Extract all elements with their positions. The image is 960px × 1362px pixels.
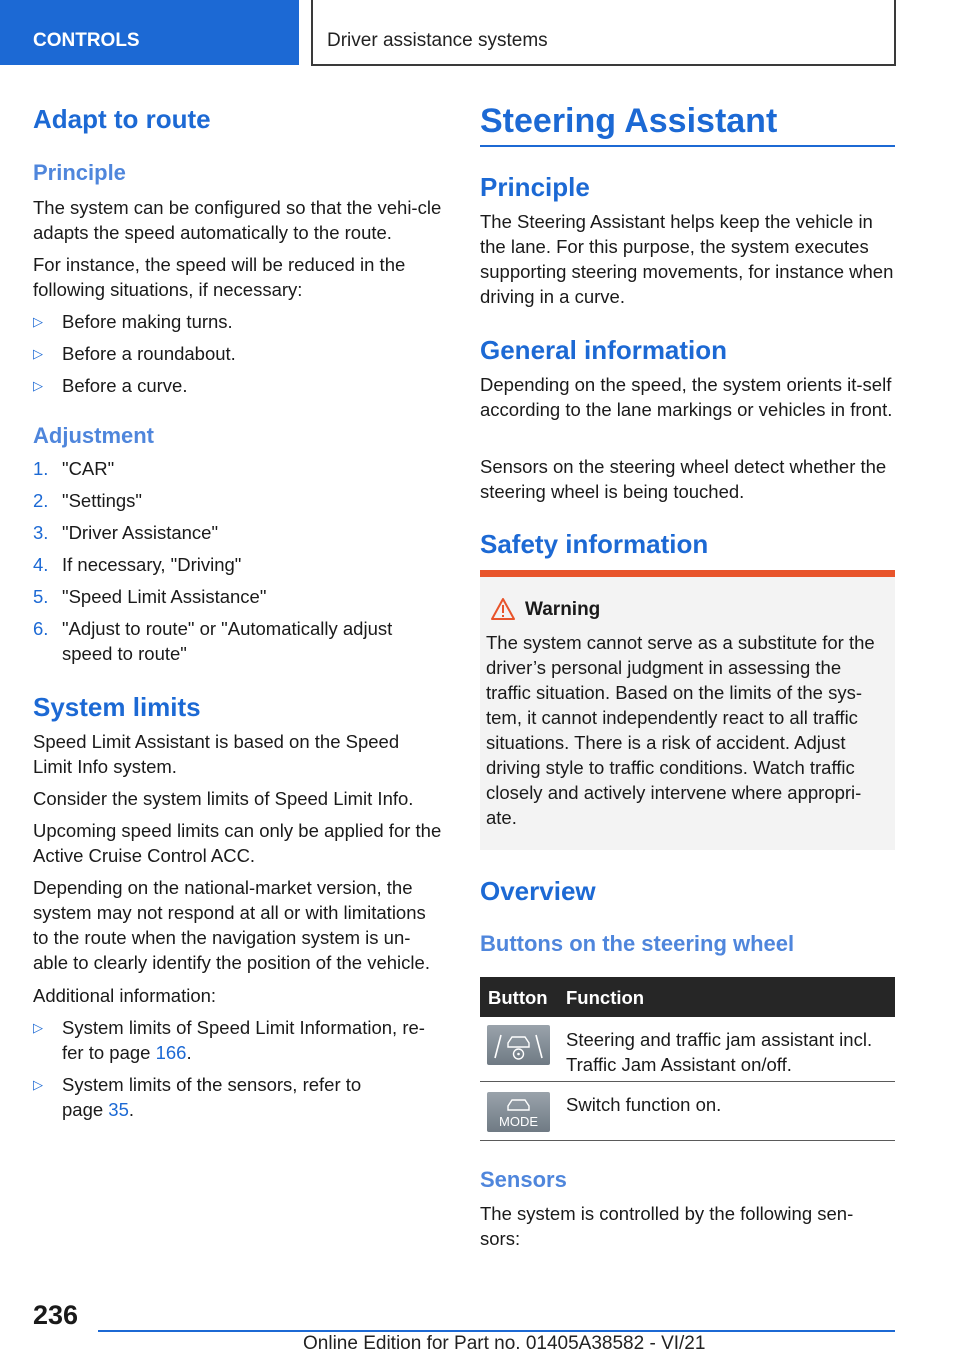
warning-box [480, 570, 895, 850]
triangle-bullet-icon: ▷ [33, 314, 43, 329]
triangle-bullet-icon: ▷ [33, 378, 43, 393]
footer-edition-text: Online Edition for Part no. 01405A38582 - VI/21 [303, 1333, 706, 1354]
step-item: 2. "Settings" [33, 490, 142, 511]
header-section-tab: CONTROLS [0, 0, 299, 65]
function-text: Switch function on. [566, 1094, 722, 1115]
step-item: 3. "Driver Assistance" [33, 522, 219, 543]
mode-car-icon [487, 1092, 550, 1132]
system-limits-heading: System limits [33, 692, 201, 722]
header-chapter-title: Driver assistance systems [311, 0, 896, 66]
sensors-heading: Sensors [480, 1167, 567, 1192]
principle-heading-left: Principle [33, 160, 126, 185]
warning-title: Warning [525, 599, 601, 620]
step-item: 1. "CAR" [33, 458, 115, 479]
page-number: 236 [33, 1300, 79, 1330]
principle-paragraph-2: For instance, the speed will be reduced in the following situations, if necessary: [33, 254, 406, 300]
buttons-table [480, 977, 895, 1141]
step-item: 5. "Speed Limit Assistance" [33, 586, 267, 607]
list-item: ▷ Before making turns. [33, 311, 233, 332]
adapt-to-route-heading: Adapt to route [33, 104, 211, 134]
triangle-bullet-icon: ▷ [33, 1077, 43, 1092]
mode-button-image [487, 1092, 550, 1132]
triangle-bullet-icon: ▷ [33, 346, 43, 361]
step-item: 6. "Adjust to route" or "Automatically adjust speed to route" [33, 618, 393, 664]
warning-text: The system cannot serve as a substitute for the driver’s personal judgment in assessing the traffic situation. Based on the limits of the sys-tem, it cannot independently react to all traffic situations. There is a risk of accident. Adjust driving style to traffic conditions. Watch traffic closely and actively intervene where appropri-ate. [486, 632, 875, 828]
list-item: ▷ System limits of the sensors, refer to page 35. [33, 1074, 362, 1120]
overview-heading: Overview [480, 876, 596, 906]
general-paragraph-1: Depending on the speed, the system orients it-self according to the lane markings or vehicles in front. [480, 374, 893, 420]
limits-paragraph-4: Depending on the national-market version, the system may not respond at all or with limitations to the route when the navigation system is un-able to clearly identify the position of the vehicle. [33, 877, 430, 973]
list-item: ▷ Before a curve. [33, 375, 188, 396]
limits-paragraph-1: Speed Limit Assistant is based on the Speed Limit Info system. [33, 731, 400, 777]
list-item: ▷ Before a roundabout. [33, 343, 236, 364]
steering-principle-paragraph: The Steering Assistant helps keep the vehicle in the lane. For this purpose, the system executes supporting steering movements, for instance when driving in a curve. [480, 211, 894, 307]
warning-triangle-icon [490, 597, 516, 621]
triangle-bullet-icon: ▷ [33, 1020, 43, 1035]
table-row [480, 1082, 895, 1141]
steering-assistant-button-image [487, 1025, 550, 1065]
footer-rule [98, 1330, 895, 1332]
svg-text:MODE: MODE [499, 1114, 538, 1129]
sensors-paragraph: The system is controlled by the following sen-sors: [480, 1203, 854, 1249]
table-header [480, 977, 895, 1017]
steering-assistant-title: Steering Assistant [480, 102, 778, 140]
table-row [480, 1017, 895, 1082]
limits-paragraph-5: Additional information: [33, 985, 217, 1006]
principle-heading-right: Principle [480, 172, 590, 202]
title-underline [480, 145, 895, 147]
general-information-heading: General information [480, 335, 728, 365]
general-paragraph-2: Sensors on the steering wheel detect whether the steering wheel is being touched. [480, 456, 887, 502]
principle-paragraph-1: The system can be configured so that the vehi-cle adapts the speed automatically to the route. [33, 197, 442, 243]
step-item: 4. If necessary, "Driving" [33, 554, 242, 575]
adjustment-heading: Adjustment [33, 423, 154, 448]
safety-information-heading: Safety information [480, 529, 709, 559]
list-item: ▷ System limits of Speed Limit Information, re-fer to page 166. [33, 1017, 425, 1063]
steering-assistant-icon [487, 1025, 550, 1065]
function-text: Steering and traffic jam assistant incl. Traffic Jam Assistant on/off. [566, 1029, 873, 1075]
page-link-35[interactable]: 35 [108, 1099, 129, 1120]
buttons-on-steering-wheel-heading: Buttons on the steering wheel [480, 931, 795, 956]
limits-paragraph-3: Upcoming speed limits can only be applied for the Active Cruise Control ACC. [33, 820, 442, 866]
limits-paragraph-2: Consider the system limits of Speed Limit Info. [33, 788, 414, 809]
column-header-function: Function [566, 987, 645, 1008]
page-link-166[interactable]: 166 [155, 1042, 187, 1063]
column-header-button: Button [488, 987, 548, 1008]
